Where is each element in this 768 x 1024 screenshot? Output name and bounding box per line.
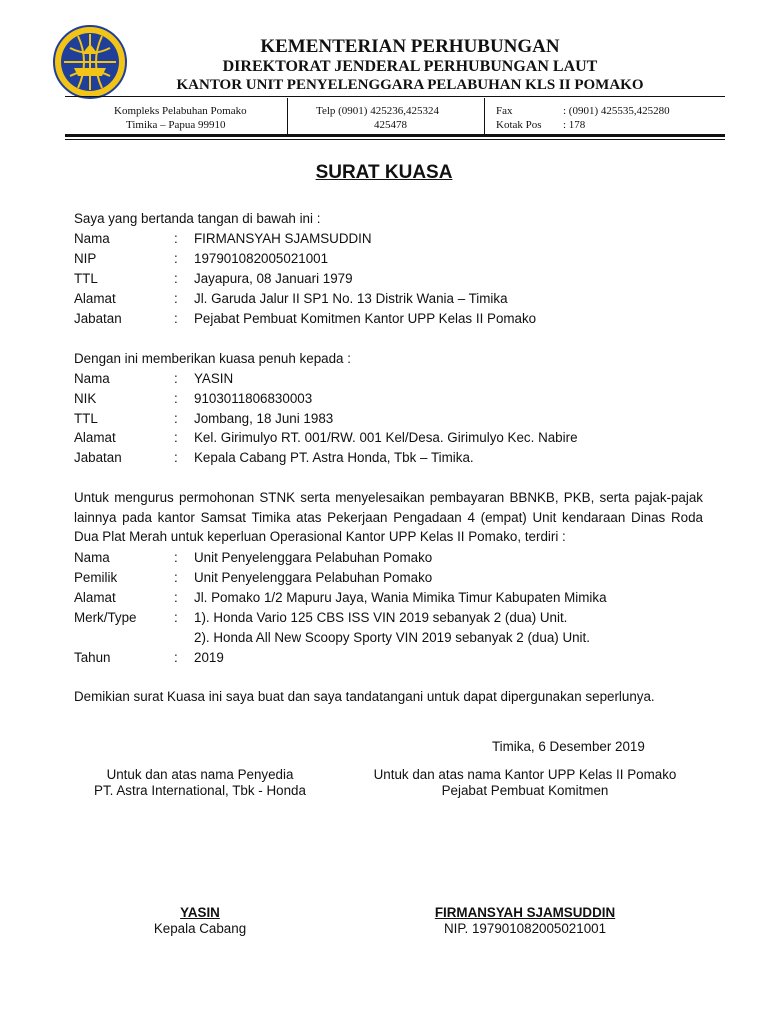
letterhead-directorate: DIREKTORAT JENDERAL PERHUBUNGAN LAUT bbox=[222, 58, 598, 75]
grantee-label-alamat: Alamat bbox=[74, 430, 116, 445]
colon: : bbox=[174, 450, 178, 465]
colon: : bbox=[174, 251, 178, 266]
grantor-label-nama: Nama bbox=[74, 231, 110, 246]
colon: : bbox=[174, 590, 178, 605]
closing-statement: Demikian surat Kuasa ini saya buat dan saya tandatangani untuk dapat dipergunakan seperlunya. bbox=[74, 689, 655, 704]
grantor-value-alamat: Jl. Garuda Jalur II SP1 No. 13 Distrik Wania – Timika bbox=[194, 291, 508, 306]
kotakpos-value: : 178 bbox=[563, 119, 586, 131]
place-date: Timika, 6 Desember 2019 bbox=[492, 739, 645, 754]
vehicle-value-merk-1: 1). Honda Vario 125 CBS ISS VIN 2019 sebanyak 2 (dua) Unit. bbox=[194, 610, 568, 625]
left-signatory-title: Kepala Cabang bbox=[153, 921, 247, 936]
address-line-1: Kompleks Pelabuhan Pomako bbox=[114, 105, 247, 117]
grantor-value-nama: FIRMANSYAH SJAMSUDDIN bbox=[194, 231, 372, 246]
vehicle-label-nama: Nama bbox=[74, 550, 110, 565]
grantee-value-nik: 9103011806830003 bbox=[194, 391, 313, 406]
colon: : bbox=[174, 391, 178, 406]
document-title: SURAT KUASA bbox=[315, 162, 453, 183]
grantee-value-alamat: Kel. Girimulyo RT. 001/RW. 001 Kel/Desa. Girimulyo Kec. Nabire bbox=[194, 430, 578, 445]
left-signatory-line2: PT. Astra International, Tbk - Honda bbox=[94, 783, 306, 798]
right-signatory-nip: NIP. 197901082005021001 bbox=[443, 921, 607, 936]
address-line-2: Timika – Papua 99910 bbox=[126, 119, 226, 131]
grantee-intro: Dengan ini memberikan kuasa penuh kepada : bbox=[74, 351, 351, 366]
colon: : bbox=[174, 291, 178, 306]
contact-divider-2 bbox=[484, 98, 485, 134]
colon: : bbox=[174, 231, 178, 246]
vehicle-label-alamat: Alamat bbox=[74, 590, 116, 605]
grantee-label-nik: NIK bbox=[74, 391, 97, 406]
grantor-label-alamat: Alamat bbox=[74, 291, 116, 306]
grantee-value-jabatan: Kepala Cabang PT. Astra Honda, Tbk – Timika. bbox=[194, 450, 474, 465]
grantor-value-jabatan: Pejabat Pembuat Komitmen Kantor UPP Kelas II Pomako bbox=[194, 311, 537, 326]
telp-line-1: Telp (0901) 425236,425324 bbox=[316, 105, 439, 117]
right-signatory-line1: Untuk dan atas nama Kantor UPP Kelas II Pomako bbox=[373, 767, 677, 782]
grantor-label-ttl: TTL bbox=[74, 271, 98, 286]
vehicle-value-merk-2: 2). Honda All New Scoopy Sporty VIN 2019 sebanyak 2 (dua) Unit. bbox=[194, 630, 590, 645]
colon: : bbox=[174, 371, 178, 386]
vehicle-label-tahun: Tahun bbox=[74, 650, 111, 665]
colon: : bbox=[174, 610, 178, 625]
contact-divider-1 bbox=[287, 98, 288, 134]
grantor-label-nip: NIP bbox=[74, 251, 97, 266]
telp-line-2: 425478 bbox=[374, 119, 407, 131]
grantor-intro: Saya yang bertanda tangan di bawah ini : bbox=[74, 211, 321, 226]
grantee-label-ttl: TTL bbox=[74, 411, 98, 426]
vehicle-value-tahun: 2019 bbox=[194, 650, 224, 665]
vehicle-value-alamat: Jl. Pomako 1/2 Mapuru Jaya, Wania Mimika Timur Kabupaten Mimika bbox=[194, 590, 607, 605]
colon: : bbox=[174, 430, 178, 445]
vehicle-value-nama: Unit Penyelenggara Pelabuhan Pomako bbox=[194, 550, 433, 565]
colon: : bbox=[174, 311, 178, 326]
letterhead-rule-thin bbox=[65, 139, 725, 140]
vehicle-label-merk: Merk/Type bbox=[74, 610, 137, 625]
left-signatory-name: YASIN bbox=[180, 905, 220, 920]
letterhead-ministry: KEMENTERIAN PERHUBUNGAN bbox=[260, 36, 560, 57]
grantee-value-ttl: Jombang, 18 Juni 1983 bbox=[194, 411, 334, 426]
fax-label: Fax bbox=[496, 105, 513, 117]
right-signatory-line2: Pejabat Pembuat Komitmen bbox=[441, 783, 609, 798]
colon: : bbox=[174, 411, 178, 426]
letterhead-rule-thick bbox=[65, 134, 725, 137]
grantee-label-jabatan: Jabatan bbox=[74, 450, 122, 465]
kotakpos-label: Kotak Pos bbox=[496, 119, 542, 131]
vehicle-label-pemilik: Pemilik bbox=[74, 570, 118, 585]
grantor-value-ttl: Jayapura, 08 Januari 1979 bbox=[194, 271, 353, 286]
right-signatory-name: FIRMANSYAH SJAMSUDDIN bbox=[434, 905, 616, 920]
colon: : bbox=[174, 650, 178, 665]
fax-value: : (0901) 425535,425280 bbox=[563, 105, 670, 117]
colon: : bbox=[174, 570, 178, 585]
grantee-label-nama: Nama bbox=[74, 371, 110, 386]
grantor-label-jabatan: Jabatan bbox=[74, 311, 122, 326]
vehicle-value-pemilik: Unit Penyelenggara Pelabuhan Pomako bbox=[194, 570, 433, 585]
grantee-value-nama: YASIN bbox=[194, 371, 234, 386]
colon: : bbox=[174, 271, 178, 286]
letterhead-rule-top bbox=[65, 96, 725, 97]
letterhead-office: KANTOR UNIT PENYELENGGARA PELABUHAN KLS II POMAKO bbox=[176, 77, 644, 93]
left-signatory-line1: Untuk dan atas nama Penyedia bbox=[106, 767, 294, 782]
purpose-paragraph: Untuk mengurus permohonan STNK serta menyelesaikan pembayaran BBNKB, PKB, serta pajak-pajak lainnya pada kantor Samsat Timika atas Pekerjaan Pengadaan 4 (empat) Unit kendaraan Dinas Roda Dua Plat Merah untuk keperluan Operasional Kantor UPP Kelas II Pomako, terdiri : bbox=[74, 490, 703, 545]
ministry-logo bbox=[52, 24, 128, 100]
grantor-value-nip: 197901082005021001 bbox=[194, 251, 329, 266]
colon: : bbox=[174, 550, 178, 565]
